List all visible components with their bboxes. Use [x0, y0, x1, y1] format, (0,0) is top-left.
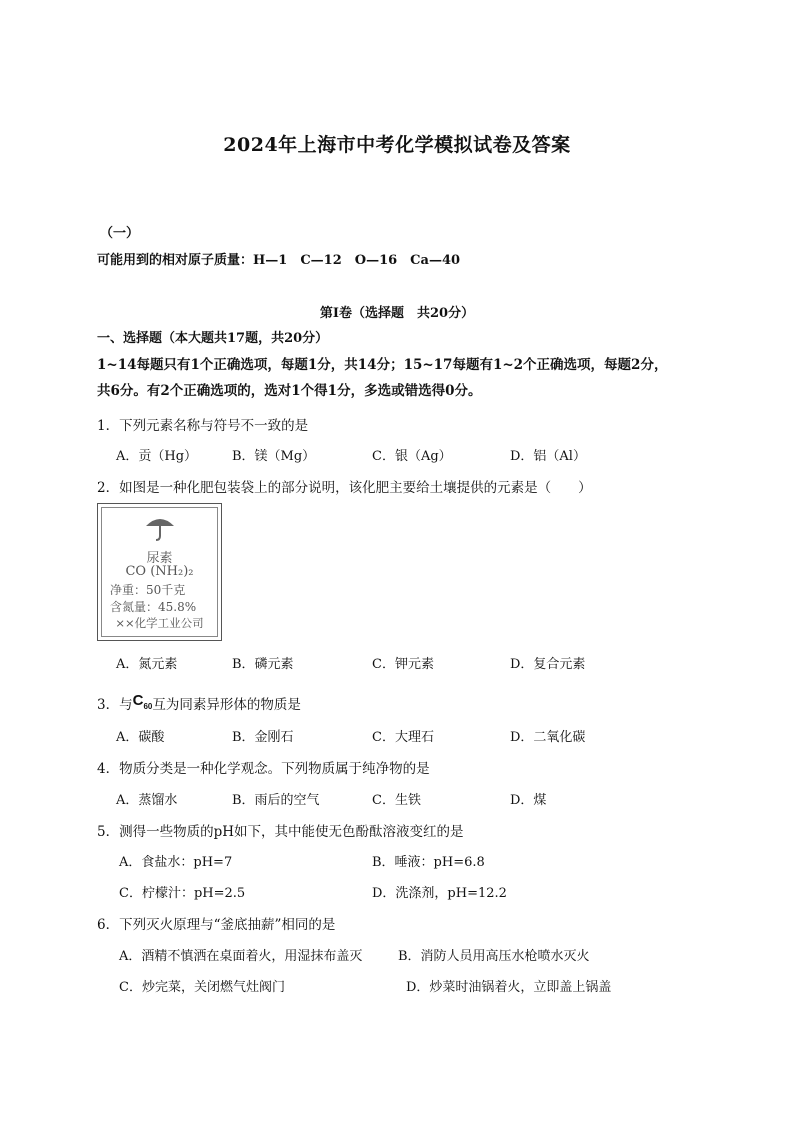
question-3-option-b: B．金刚石	[232, 730, 294, 745]
section-heading: 第Ⅰ卷（选择题 共20分）	[319, 306, 475, 321]
question-6-option-d: D．炒菜时油锅着火，立即盖上锅盖	[406, 980, 612, 995]
c60-symbol: $C_{60}$	[132, 692, 153, 711]
question-5-option-a: A．食盐水：pH=7	[119, 855, 233, 870]
question-3-option-d: D．二氧化碳	[510, 730, 586, 745]
question-3-option-a: A．碳酸	[116, 730, 165, 745]
question-6-option-a: A．酒精不慎洒在桌面着火，用湿抹布盖灭	[119, 949, 363, 964]
question-6-option-b: B．消防人员用高压水枪喷水灭火	[398, 949, 590, 964]
question-4-stem: 4．物质分类是一种化学观念。下列物质属于纯净物的是	[97, 761, 430, 777]
question-2-option-a: A．氮元素	[116, 657, 178, 672]
question-2-option-c: C．钾元素	[372, 657, 434, 672]
umbrella-keep-dry-icon	[102, 514, 217, 545]
question-1-stem: 1．下列元素名称与符号不一致的是	[97, 418, 309, 434]
question-4-option-d: D．煤	[510, 793, 547, 808]
question-1-option-b: B．镁（Mg）	[232, 449, 316, 464]
question-3-option-c: C．大理石	[372, 730, 434, 745]
question-5-option-b: B．唾液：pH=6.8	[372, 855, 485, 870]
question-3-stem-prefix: 3．与	[97, 697, 133, 713]
instruction-line-1: 1~14每题只有1个正确选项，每题1分，共14分；15~17每题有1~2个正确选项，每题2分，	[97, 357, 668, 373]
atomic-masses: 可能用到的相对原子质量：H—1 C—12 O—16 Ca—40	[97, 253, 461, 268]
fertilizer-weight: 净重：50千克	[110, 583, 186, 597]
fertilizer-company: ××化学工业公司	[115, 616, 204, 630]
question-3-stem-suffix: 互为同素异形体的物质是	[152, 697, 301, 713]
question-5-option-c: C．柠檬汁：pH=2.5	[119, 886, 246, 901]
fertilizer-name: 尿素	[146, 551, 173, 566]
question-4-option-b: B．雨后的空气	[232, 793, 320, 808]
fertilizer-label-figure	[97, 503, 222, 641]
question-1-option-a: A．贡（Hg）	[116, 449, 198, 464]
question-6-stem: 6．下列灭火原理与“釜底抽薪”相同的是	[97, 917, 336, 933]
question-3-stem	[97, 693, 301, 715]
instruction-line-2: 共6分。有2个正确选项的，选对1个得1分，多选或错选得0分。	[97, 383, 482, 399]
question-2-option-b: B．磷元素	[232, 657, 294, 672]
fertilizer-formula: CO (NH₂)₂	[125, 564, 194, 579]
question-5-option-d: D．洗涤剂，pH=12.2	[372, 886, 507, 901]
question-1-option-c: C．银（Ag）	[372, 449, 452, 464]
document-title: 2024年上海市中考化学模拟试卷及答案	[223, 134, 571, 156]
part-marker: （一）	[100, 226, 140, 241]
question-1-option-d: D．铝（Al）	[510, 449, 586, 464]
question-4-option-a: A．蒸馏水	[116, 793, 178, 808]
question-5-stem: 5．测得一些物质的pH如下，其中能使无色酚酞溶液变红的是	[97, 824, 464, 840]
fertilizer-nitrogen: 含氮量：45.8%	[110, 600, 197, 614]
question-4-option-c: C．生铁	[372, 793, 421, 808]
section-subheading: 一、选择题（本大题共17题，共20分）	[97, 331, 329, 346]
question-2-stem: 2．如图是一种化肥包装袋上的部分说明，该化肥主要给土壤提供的元素是（ ）	[97, 480, 592, 496]
question-2-option-d: D．复合元素	[510, 657, 586, 672]
question-6-option-c: C．炒完菜，关闭燃气灶阀门	[119, 980, 285, 995]
